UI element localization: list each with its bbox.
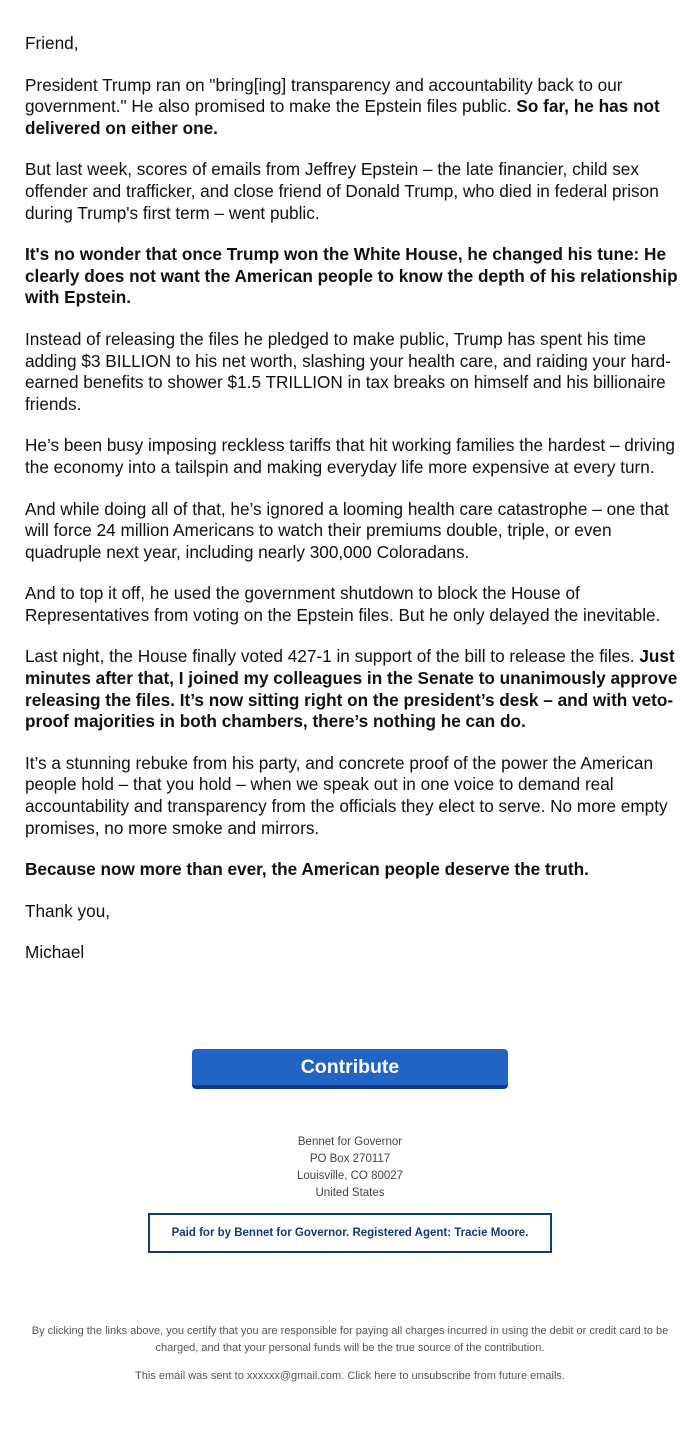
address-country: United States bbox=[315, 1187, 385, 1199]
address-org: Bennet for Governor bbox=[297, 1136, 403, 1148]
greeting: Friend, bbox=[25, 33, 79, 53]
paragraph-8 bbox=[25, 646, 685, 732]
sent-to-line bbox=[0, 1368, 700, 1385]
paragraph-10: Because now more than ever, the American people deserve the truth. bbox=[25, 859, 589, 880]
paragraph-2: But last week, scores of emails from Jeffrey Epstein – the late financier, child sex offender and trafficker, and close friend of Donald Trump, who died in federal prison during Trump's first term – went public. bbox=[25, 159, 659, 223]
paragraph-5: He’s been busy imposing reckless tariffs that hit working families the hardest – driving the economy into a tailspin and making everyday life more expensive at every turn. bbox=[25, 435, 675, 477]
paragraph-1-text: President Trump ran on "bring[ing] transparency and accountability back to our government." He also promised to make the Epstein files public. bbox=[25, 74, 623, 117]
address-city: Louisville, CO 80027 bbox=[296, 1170, 404, 1182]
paragraph-4: Instead of releasing the files he pledged to make public, Trump has spent his time adding $3 BILLION to his net worth, slashing your health care, and raiding your hard-earned benefits to shower $1.5 TRILLION in tax breaks on himself and his billionaire friends. bbox=[25, 328, 671, 414]
email-body bbox=[25, 33, 685, 984]
unsubscribe-link[interactable]: Click here bbox=[347, 1370, 397, 1382]
sent-to-mid: . bbox=[341, 1370, 348, 1382]
signature: Michael bbox=[25, 942, 85, 963]
contribute-button[interactable]: Contribute bbox=[192, 1049, 508, 1089]
paragraph-8-bold: Just minutes after that, I joined my colleagues in the Senate to unanimously approve releasing the files. It’s now sitting right on the president’s desk – and with veto-proof majorities in both chambers, there’s nothing he can do. bbox=[25, 646, 678, 732]
paragraph-1 bbox=[25, 75, 685, 140]
paragraph-3: It's no wonder that once Trump won the White House, he changed his tune: He clearly does not want the American people to know the depth of his relationship with Epstein. bbox=[25, 244, 678, 308]
paragraph-6: And while doing all of that, he’s ignored a looming health care catastrophe – one that will force 24 million Americans to watch their premiums double, triple, or even quadruple next year, including nearly 300,000 Coloradans. bbox=[25, 498, 669, 562]
cta-container bbox=[0, 1049, 700, 1089]
unsubscribe-suffix: to unsubscribe from future emails. bbox=[396, 1370, 565, 1382]
paragraph-7: And to top it off, he used the government shutdown to block the House of Representatives from voting on the Epstein files. But he only delayed the inevitable. bbox=[25, 583, 661, 625]
address-po-box: PO Box 270117 bbox=[309, 1153, 391, 1165]
contribution-disclaimer: By clicking the links above, you certify that you are responsible for paying all charges incurred in using the debit or credit card to be charged, and that your personal funds will be the true source of the contribution. bbox=[31, 1325, 669, 1354]
paid-for-disclaimer: Paid for by Bennet for Governor. Registered Agent: Tracie Moore. bbox=[148, 1213, 552, 1253]
paragraph-1-bold: So far, he has not delivered on either one. bbox=[25, 96, 660, 138]
recipient-email-link[interactable]: xxxxxx@gmail.com bbox=[246, 1370, 342, 1382]
mailing-address bbox=[0, 1134, 700, 1202]
sent-to-prefix: This email was sent to bbox=[135, 1370, 247, 1382]
signoff: Thank you, bbox=[25, 900, 111, 921]
paragraph-9: It’s a stunning rebuke from his party, and concrete proof of the power the American people hold – that you hold – when we speak out in one voice to demand real accountability and transparency from the officials they elect to serve. No more empty promises, no more smoke and mirrors. bbox=[25, 752, 668, 838]
paragraph-8-text: Last night, the House finally voted 427-1 in support of the bill to release the files. bbox=[25, 646, 640, 667]
